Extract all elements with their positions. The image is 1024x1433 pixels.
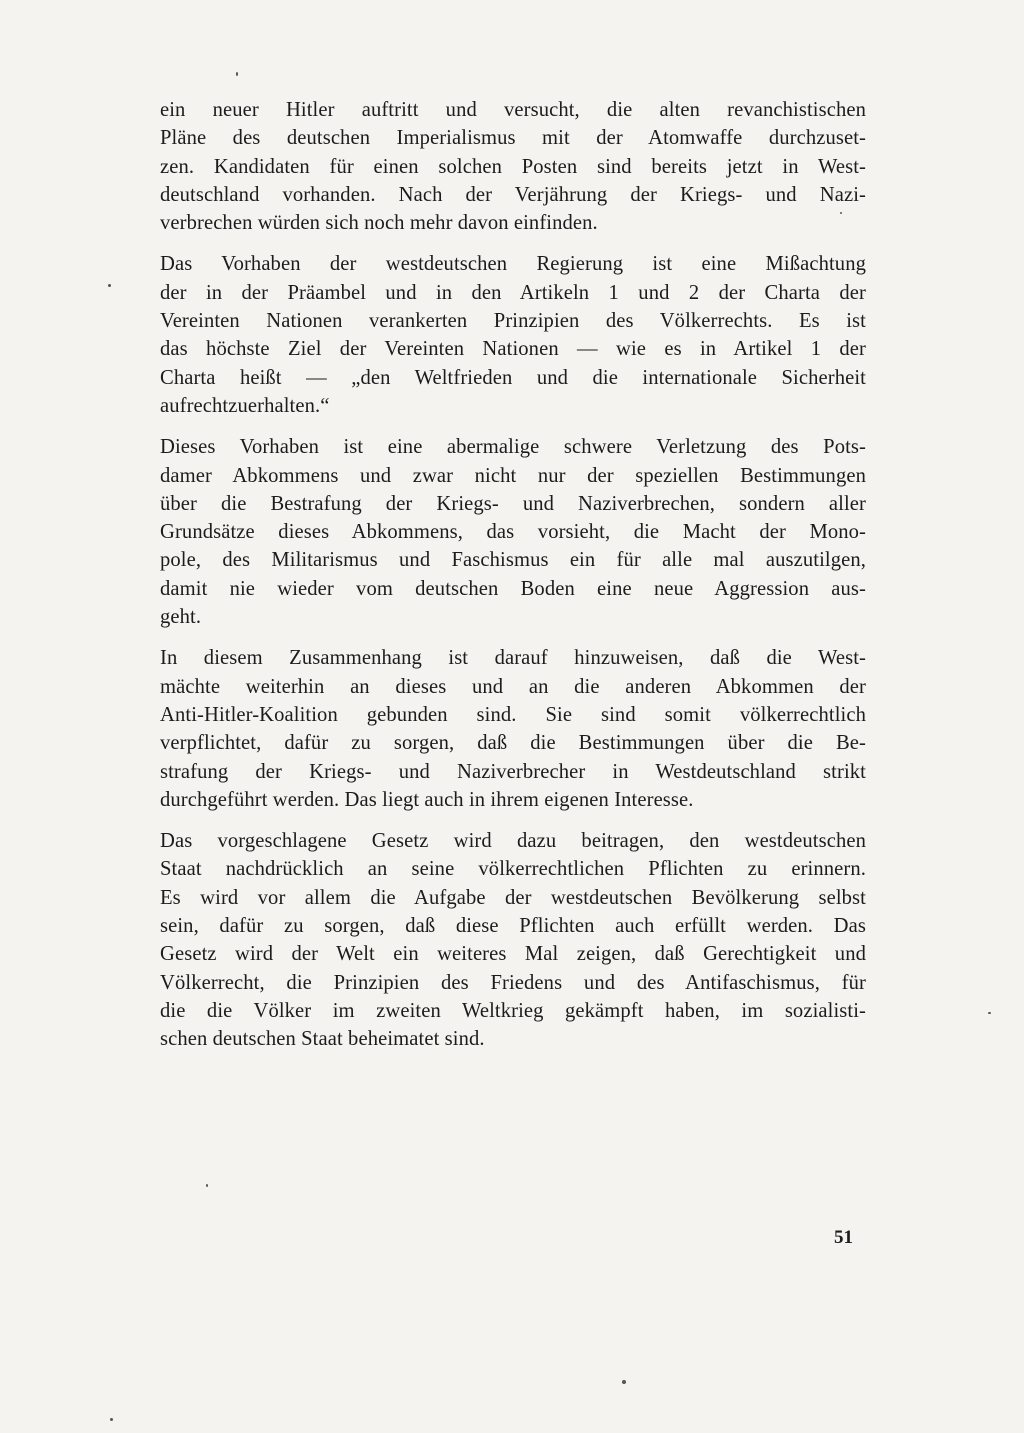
text-line: strafung der Kriegs- und Naziverbrecher in Westdeutschland strikt xyxy=(160,760,866,783)
text-line: Charta heißt — „den Weltfrieden und die internationale Sicherheit xyxy=(160,366,866,389)
text-line: verpflichtet, dafür zu sorgen, daß die Bestimmungen über die Be- xyxy=(160,732,866,755)
text-line: zen. Kandidaten für einen solchen Posten sind bereits jetzt in West- xyxy=(160,155,866,178)
scan-speck xyxy=(988,1012,991,1014)
text-line: aufrechtzuerhalten.“ xyxy=(160,394,330,417)
text-line: Vereinten Nationen verankerten Prinzipien des Völkerrechts. Es ist xyxy=(160,310,866,333)
text-line: Völkerrecht, die Prinzipien des Friedens und des Antifaschismus, für xyxy=(160,971,866,994)
scan-speck xyxy=(622,1380,626,1384)
text-line: verbrechen würden sich noch mehr davon einfinden. xyxy=(160,212,598,235)
scan-speck xyxy=(110,1418,113,1421)
scan-speck xyxy=(206,1184,208,1187)
text-line: der in der Präambel und in den Artikeln 1 und 2 der Charta der xyxy=(160,281,866,304)
text-line: durchgeführt werden. Das liegt auch in ihrem eigenen Interesse. xyxy=(160,788,694,811)
text-line: schen deutschen Staat beheimatet sind. xyxy=(160,1028,485,1051)
text-line: Dieses Vorhaben ist eine abermalige schwere Verletzung des Pots- xyxy=(160,436,866,459)
text-line: Anti-Hitler-Koalition gebunden sind. Sie sind somit völkerrechtlich xyxy=(160,703,866,726)
paragraph-5 xyxy=(160,827,866,1053)
text-line: geht. xyxy=(160,606,202,629)
text-line: mächte weiterhin an dieses und an die anderen Abkommen der xyxy=(160,675,866,698)
text-line: Das Vorhaben der westdeutschen Regierung ist eine Mißachtung xyxy=(160,253,866,276)
page-body-text xyxy=(160,96,866,1054)
text-line: damer Abkommens und zwar nicht nur der speziellen Bestimmungen xyxy=(160,464,866,487)
text-line: über die Bestrafung der Kriegs- und Naziverbrechen, sondern aller xyxy=(160,492,866,515)
text-line: damit nie wieder vom deutschen Boden eine neue Aggression aus- xyxy=(160,577,866,600)
text-line: Staat nachdrücklich an seine völkerrechtlichen Pflichten zu erinnern. xyxy=(160,858,866,881)
text-line: sein, dafür zu sorgen, daß diese Pflichten auch erfüllt werden. Das xyxy=(160,915,866,938)
scan-speck xyxy=(236,72,238,76)
paragraph-4 xyxy=(160,644,866,814)
text-line: Gesetz wird der Welt ein weiteres Mal zeigen, daß Gerechtigkeit und xyxy=(160,943,866,966)
paragraph-3 xyxy=(160,433,866,631)
text-line: In diesem Zusammenhang ist darauf hinzuweisen, daß die West- xyxy=(160,647,866,670)
text-line: das höchste Ziel der Vereinten Nationen — wie es in Artikel 1 der xyxy=(160,338,866,361)
scan-speck xyxy=(108,284,111,287)
scan-speck xyxy=(840,212,842,214)
text-line: ein neuer Hitler auftritt und versucht, die alten revanchistischen xyxy=(160,99,866,121)
text-line: die die Völker im zweiten Weltkrieg gekämpft haben, im sozialisti- xyxy=(160,999,866,1022)
paragraph-1 xyxy=(160,96,866,237)
text-line: Es wird vor allem die Aufgabe der westdeutschen Bevölkerung selbst xyxy=(160,886,866,909)
text-line: Pläne des deutschen Imperialismus mit der Atomwaffe durchzuset- xyxy=(160,127,866,150)
text-line: Das vorgeschlagene Gesetz wird dazu beitragen, den westdeutschen xyxy=(160,830,866,853)
text-line: pole, des Militarismus und Faschismus ein für alle mal auszutilgen, xyxy=(160,549,866,572)
text-line: deutschland vorhanden. Nach der Verjährung der Kriegs- und Nazi- xyxy=(160,183,866,206)
text-line: Grundsätze dieses Abkommens, das vorsieht, die Macht der Mono- xyxy=(160,521,866,544)
page-number: 51 xyxy=(834,1227,853,1248)
paragraph-2 xyxy=(160,250,866,420)
